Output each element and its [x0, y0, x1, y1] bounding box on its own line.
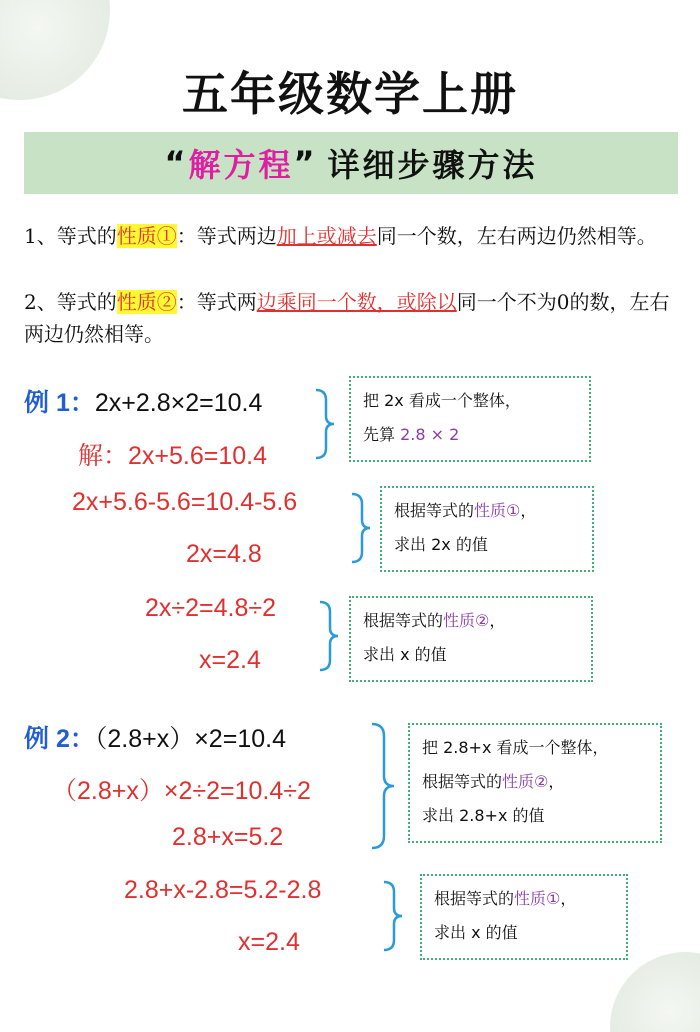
note-property: 性质② [502, 772, 549, 791]
banner-highlight: 解方程 [188, 146, 294, 184]
note-line: 求出 2x 的值 [394, 535, 488, 554]
banner-text: 详细步骤方法 [327, 146, 538, 184]
note-line [363, 604, 579, 638]
example-1-note-3 [349, 596, 593, 682]
banner-open-quote: “ [164, 144, 189, 182]
example-2-step: x=2.4 [238, 928, 300, 956]
example-2-note-2 [420, 874, 628, 960]
note-line: 求出 2.8+x 的值 [422, 806, 545, 825]
example-2-note-1 [408, 723, 662, 843]
note-line: 求出 x 的值 [434, 923, 518, 942]
brace-icon [380, 880, 406, 952]
example-1-note-2 [380, 486, 594, 572]
brace-icon [316, 600, 342, 672]
banner-close-quote: ” [293, 144, 318, 182]
property-1-key-phrase: 加上或减去 [276, 224, 377, 248]
note-text: ， [548, 772, 565, 791]
property-1-mid: ：等式两边 [176, 224, 277, 248]
property-1-prefix: 1、等式的 [24, 224, 117, 248]
note-text: 根据等式的 [434, 889, 515, 908]
brace-icon [348, 492, 374, 564]
note-text: 根据等式的 [422, 772, 503, 791]
note-line [363, 418, 577, 452]
note-emphasis: 2.8 × 2 [400, 425, 460, 444]
example-1-step: 解：2x+5.6=10.4 [78, 442, 268, 470]
example-1-step: 2x=4.8 [186, 540, 262, 568]
example-1-header [24, 383, 262, 419]
note-text: ， [560, 889, 577, 908]
property-2-text [24, 286, 684, 350]
example-2-header [24, 719, 286, 755]
subtitle-banner [24, 132, 678, 194]
note-text: 根据等式的 [363, 611, 444, 630]
note-line [394, 494, 580, 528]
example-1-label: 例 1： [24, 389, 95, 417]
property-2-suffix: 同一个不为0的数，左右两边仍然相等。 [24, 290, 670, 346]
property-2-key-phrase: 边乘同一个数，或除以 [256, 290, 457, 314]
note-property: 性质① [514, 889, 561, 908]
property-1-suffix: 同一个数，左右两边仍然相等。 [376, 224, 657, 248]
example-1-note-1 [349, 376, 591, 462]
example-1-step: 2x÷2=4.8÷2 [145, 594, 277, 622]
page-title: 五年级数学上册 [182, 67, 518, 121]
example-2-equation: （2.8+x）×2=10.4 [94, 725, 286, 753]
example-2-step: 2.8+x=5.2 [172, 823, 284, 851]
example-1-step: 2x+5.6-5.6=10.4-5.6 [72, 488, 298, 516]
example-1-equation: 2x+2.8×2=10.4 [94, 389, 263, 417]
note-line: 把 2.8+x 看成一个整体， [422, 738, 609, 757]
note-line: 把 2x 看成一个整体， [363, 391, 521, 410]
property-2-label: 性质② [116, 290, 177, 314]
example-2-step: 2.8+x-2.8=5.2-2.8 [124, 876, 322, 904]
brace-icon [368, 722, 398, 850]
example-2-step: （2.8+x）×2÷2=10.4÷2 [52, 777, 311, 805]
note-line: 求出 x 的值 [363, 645, 447, 664]
example-1-step: x=2.4 [199, 646, 261, 674]
note-text: 先算 [363, 425, 401, 444]
note-text: ， [489, 611, 506, 630]
note-text: ， [520, 501, 537, 520]
brace-icon [312, 388, 338, 460]
note-property: 性质② [443, 611, 490, 630]
note-line [434, 882, 614, 916]
property-1-text [24, 220, 684, 252]
property-2-prefix: 2、等式的 [24, 290, 117, 314]
property-1-label: 性质① [116, 224, 177, 248]
corner-decoration-bottom-right [610, 952, 700, 1032]
property-2-mid: ：等式两 [176, 290, 257, 314]
example-2-label: 例 2： [24, 725, 95, 753]
note-line [422, 765, 648, 799]
note-text: 根据等式的 [394, 501, 475, 520]
note-property: 性质① [474, 501, 521, 520]
